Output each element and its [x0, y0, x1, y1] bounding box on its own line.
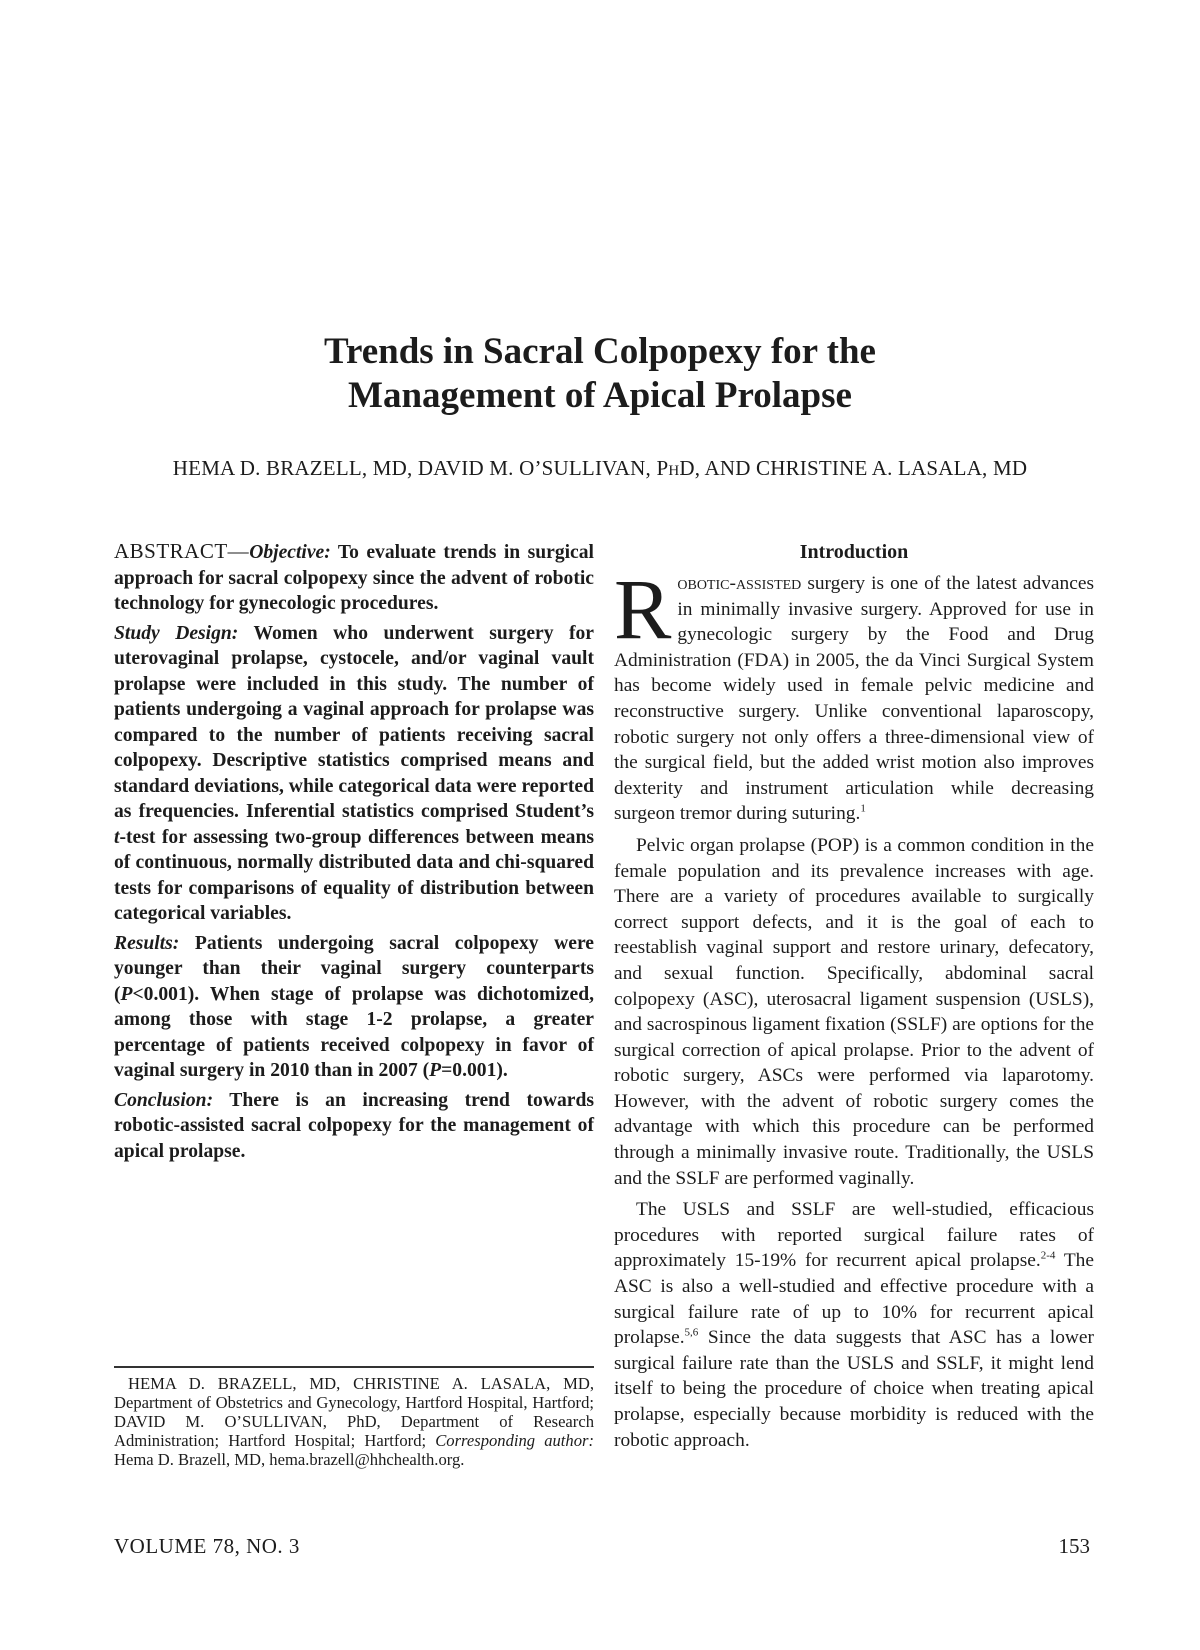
design-text-2: -test for assessing two-group differences between means of continuous, normally distributed data and chi-squared tests for comparisons of equality of distribution between categorical variables.	[114, 826, 594, 924]
results-text-3: =0.001).	[441, 1060, 508, 1081]
objective-text: To evaluate trends in surgical approach for sacral colpopexy since the advent of robotic technology for gynecologic procedures.	[114, 542, 594, 614]
author-footnote	[114, 1374, 594, 1469]
objective-label: Objective:	[249, 542, 331, 563]
footnote-text-2: Hema D. Brazell, MD, hema.brazell@hhchealth.org.	[114, 1450, 465, 1469]
page-number: 153	[1058, 1534, 1090, 1558]
conclusion-label: Conclusion:	[114, 1089, 214, 1111]
abstract	[114, 539, 594, 1164]
results-p1: P	[120, 983, 133, 1005]
design-text-1: Women who underwent surgery for uterovaginal prolapse, cystocele, and/or vaginal vault prolapse were included in this study. The number of patients undergoing a vaginal approach for prolapse was compared to the number of patients receiving sacral colpopexy. Descriptive statistics comprised means and standard deviations, while categorical data were reported as frequencies. Inferential statistics comprised Student’s	[114, 622, 594, 822]
intro-p3-text-1: The USLS and SSLF are well-studied, efficacious procedures with reported surgical failure rates of approximately 15-19% for recurrent apical prolapse.	[614, 1199, 1094, 1272]
results-p2: P	[429, 1060, 442, 1081]
conclusion-text: There is an increasing trend towards robotic-assisted sacral colpopexy for the management of apical prolapse.	[114, 1089, 594, 1162]
author-byline	[0, 456, 1200, 481]
intro-p1-text: surgery is one of the latest advances in minimally invasive surgery. Approved for use in gynecologic surgery by the Food and Drug Administration (FDA) in 2005, the da Vinci Surgical System has become widely used in female pelvic medicine and reconstructive surgery. Unlike conventional laparoscopy, robotic surgery not only offers a three-dimensional view of the surgical field, but the added wrist motion also improves dexterity and instrument articulation while decreasing surgeon tremor during suturing.	[614, 573, 1094, 825]
intro-paragraph-3	[614, 1197, 1094, 1453]
abstract-results	[114, 931, 594, 1084]
abstract-study-design	[114, 621, 594, 927]
footnote-divider	[114, 1366, 594, 1368]
title-line-1: Trends in Sacral Colpopexy for the	[324, 331, 876, 372]
drop-cap: R	[614, 561, 672, 657]
design-label: Study Design:	[114, 622, 239, 644]
results-text-2: <0.001). When stage of prolapse was dichotomized, among those with stage 1-2 prolapse, a greater percentage of patients received colpopexy in favor of vaginal surgery in 2010 than in 2007 (	[114, 983, 594, 1081]
results-text-1: Patients undergoing sacral colpopexy were younger than their vaginal surgery counterparts (	[114, 932, 594, 1005]
authors-part-2: , AND CHRISTINE A. LASALA, MD	[694, 456, 1028, 480]
abstract-lead: ABSTRACT—	[114, 539, 250, 563]
abstract-conclusion	[114, 1088, 594, 1165]
lead-smallcaps: obotic-assisted	[677, 573, 802, 594]
ref-2-4: 2-4	[1040, 1249, 1056, 1262]
intro-p3-text-3: Since the data suggests that ASC has a lower surgical failure rate than the USLS and SSLF, it might lend itself to being the procedure of choice when treating apical prolapse, especially because morbidity is reduced with the robotic approach.	[614, 1327, 1094, 1451]
title-line-2: Management of Apical Prolapse	[348, 375, 852, 416]
ref-1: 1	[860, 802, 866, 815]
intro-p3-text-2: The ASC is also a well-studied and effective procedure with a surgical failure rate of up to 10% for recurrent apical prolapse.	[614, 1250, 1094, 1349]
footnote-text	[114, 1374, 594, 1469]
footnote-text-1: HEMA D. BRAZELL, MD, CHRISTINE A. LASALA, MD, Department of Obstetrics and Gynecology, Hartford Hospital, Hartford; DAVID M. O’SULLIVAN, PhD, Department of Research Administration; Hartford Hospital; Hartford;	[114, 1374, 594, 1450]
design-t: t	[114, 826, 120, 848]
ref-5-6: 5,6	[684, 1326, 699, 1339]
authors-degree: PhD	[656, 456, 695, 480]
results-label: Results:	[114, 932, 180, 954]
abstract-objective	[114, 539, 594, 617]
article-title	[0, 330, 1200, 418]
right-column	[614, 539, 1094, 1459]
authors-part-1: HEMA D. BRAZELL, MD, DAVID M. O’SULLIVAN,	[172, 456, 657, 480]
intro-paragraph-2: Pelvic organ prolapse (POP) is a common condition in the female population and its prevalence increases with age. There are a variety of procedures available to surgically correct support defects, and it is the goal of each to reestablish vaginal support and restore urinary, defecatory, and sexual function. Specifically, abdominal sacral colpopexy (ASC), uterosacral ligament suspension (USLS), and sacrospinous ligament fixation (SSLF) are options for the surgical correction of apical prolapse. Prior to the advent of robotic surgery, ASCs were performed via laparotomy. However, with the advent of robotic surgery comes the advantage with which this procedure can be performed through a minimally invasive route. Traditionally, the USLS and the SSLF are performed vaginally.	[614, 834, 1094, 1189]
corresponding-label: Corresponding author:	[435, 1431, 594, 1450]
volume-footer: VOLUME 78, NO. 3	[114, 1534, 300, 1558]
left-column	[114, 539, 594, 1168]
introduction-heading: Introduction	[799, 541, 909, 563]
intro-paragraph-1	[614, 561, 1094, 827]
